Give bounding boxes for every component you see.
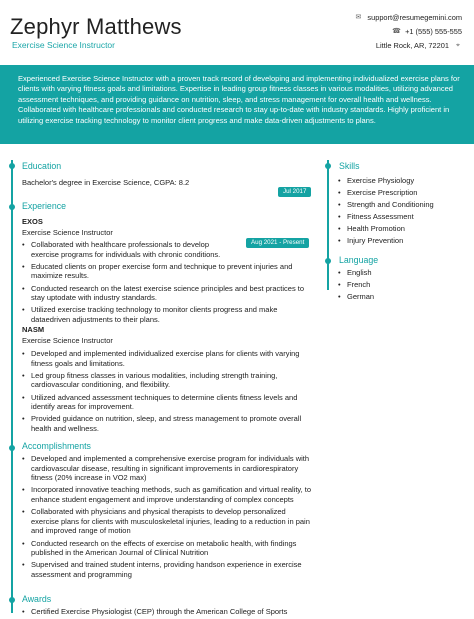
list-item: • Developed and implemented individualized exercise plans for clients with varying fitness goals and limitations. bbox=[22, 349, 312, 368]
list-item: • Fitness Assessment bbox=[338, 211, 468, 223]
education-date-badge: Jul 2017 bbox=[278, 187, 311, 197]
email-icon: ✉ bbox=[355, 14, 362, 21]
education-heading: Education bbox=[22, 161, 62, 171]
list-item: • Led group fitness classes in various modalities, including strength training, cardiovascular conditioning, and flexibility. bbox=[22, 371, 312, 390]
left-timeline-line bbox=[11, 160, 13, 613]
awards-marker-icon bbox=[9, 597, 15, 603]
awards-heading: Awards bbox=[22, 594, 52, 604]
skills-heading: Skills bbox=[339, 161, 360, 171]
location-pin-icon: ⌖ bbox=[456, 42, 460, 49]
list-item: • Provided guidance on nutrition, sleep, and stress management to promote overall health and wellness. bbox=[22, 414, 312, 433]
experience-heading: Experience bbox=[22, 201, 67, 211]
awards-bullets bbox=[22, 607, 322, 619]
job-date-badge: Aug 2021 - Present bbox=[246, 238, 309, 248]
language-heading: Language bbox=[339, 255, 379, 265]
job-company: EXOS bbox=[22, 217, 43, 226]
contact-phone bbox=[354, 25, 462, 39]
location-text: Little Rock, AR, 72201 bbox=[375, 41, 449, 50]
summary-panel: Experienced Exercise Science Instructor with a proven track record of developing and implementing individualized exercise plans for clients with varying fitness goals and limitations. Expertise in leading group fitness classes in various modalities, utilizing advanced assessment techniques, and providing guidance on nutrition, sleep, and stress management for overall health and wellness. Collaborated with healthcare professionals and conducted research to stay up-to-date with industry standards. Highly proficient in utilizing exercise tracking technology to monitor client progress and make data-driven adjustments to plans. bbox=[0, 65, 474, 144]
list-item: • Incorporated innovative teaching methods, such as gamification and virtual reality, to enhance student engagement and improve understanding of complex concepts bbox=[22, 485, 312, 504]
list-item: • English bbox=[338, 267, 468, 279]
contact-location bbox=[354, 39, 462, 53]
list-item: • Utilized exercise tracking technology to monitor clients progress and make dataedriven adjustments to their plans. bbox=[22, 305, 312, 324]
phone-text: +1 (555) 555-555 bbox=[405, 27, 462, 36]
list-item: • Developed and implemented a comprehensive exercise program for individuals with cardiovascular disease, resulting in significant improvements in cardiorespiratory fitness (20% increase in VO2 max) bbox=[22, 454, 312, 483]
list-item: • Educated clients on proper exercise form and technique to prevent injuries and maximize results. bbox=[22, 262, 312, 281]
job-bullets bbox=[22, 240, 312, 327]
list-item: • Injury Prevention bbox=[338, 235, 468, 247]
list-item: • Exercise Physiology bbox=[338, 175, 468, 187]
list-item: • Conducted research on the latest exercise science principles and best practices to stay uptodate with industry standards. bbox=[22, 284, 312, 303]
skills-marker-icon bbox=[325, 163, 331, 169]
list-item: • Certified Exercise Physiologist (CEP) through the American College of Sports bbox=[22, 607, 322, 617]
resume-header bbox=[0, 0, 474, 62]
list-item: • Supervised and trained student interns, providing handson experience in exercise assessment and programming bbox=[22, 560, 312, 579]
email-text: support@resumegemini.com bbox=[367, 13, 462, 22]
list-item: • Health Promotion bbox=[338, 223, 468, 235]
skills-list bbox=[338, 175, 468, 247]
candidate-name: Zephyr Matthews bbox=[10, 14, 182, 39]
education-marker-icon bbox=[9, 163, 15, 169]
accomplishments-marker-icon bbox=[9, 445, 15, 451]
job-role: Exercise Science Instructor bbox=[22, 336, 113, 345]
language-list bbox=[338, 267, 468, 303]
candidate-title: Exercise Science Instructor bbox=[12, 40, 115, 50]
list-item: • German bbox=[338, 291, 468, 303]
list-item: • Exercise Prescription bbox=[338, 187, 468, 199]
education-degree: Bachelor's degree in Exercise Science, CGPA: 8.2 bbox=[22, 178, 190, 187]
accomplishments-bullets bbox=[22, 454, 312, 582]
list-item: • French bbox=[338, 279, 468, 291]
phone-icon: ☎ bbox=[392, 28, 401, 35]
list-item: • Collaborated with physicians and physical therapists to develop personalized exercise plans for clients with musculoskeletal injuries, leading to a reduction in pain and improved range of motion bbox=[22, 507, 312, 536]
contact-block bbox=[354, 11, 462, 53]
job-company: NASM bbox=[22, 325, 45, 334]
job-role: Exercise Science Instructor bbox=[22, 228, 113, 237]
list-item: • Conducted research on the effects of exercise on metabolic health, with findings published in the American Journal of Clinical Nutrition bbox=[22, 539, 312, 558]
accomplishments-heading: Accomplishments bbox=[22, 441, 91, 451]
list-item: • Utilized advanced assessment techniques to determine clients fitness levels and identify areas for improvement. bbox=[22, 393, 312, 412]
experience-marker-icon bbox=[9, 204, 15, 210]
list-item: • Strength and Conditioning bbox=[338, 199, 468, 211]
right-timeline-line bbox=[327, 160, 329, 290]
job-bullets bbox=[22, 349, 312, 436]
list-item: • Collaborated with healthcare professionals to develop exercise programs for individuals with chronic conditions. bbox=[22, 240, 221, 259]
language-marker-icon bbox=[325, 258, 331, 264]
contact-email[interactable] bbox=[354, 11, 462, 25]
